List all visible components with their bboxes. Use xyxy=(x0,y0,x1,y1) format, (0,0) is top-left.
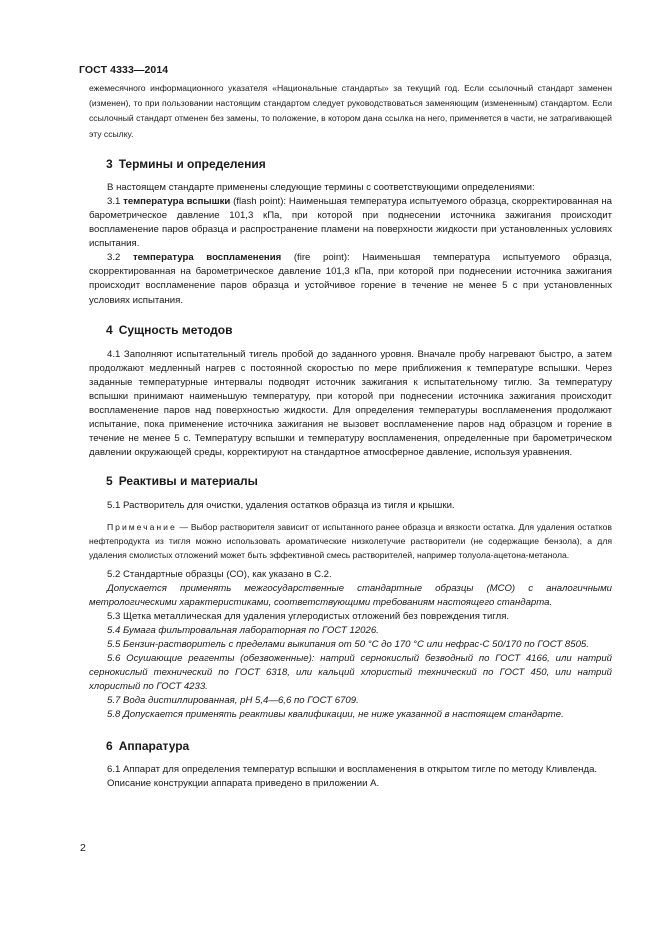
paragraph-5-2: 5.2 Стандартные образцы (СО), как указано в С.2. xyxy=(107,568,332,580)
section-6-title: Аппаратура xyxy=(118,738,190,753)
term-3-2-term: температура воспламенения xyxy=(132,252,282,264)
page-number: 2 xyxy=(80,842,86,854)
section-3-number: 3 xyxy=(106,156,113,171)
section-3-heading xyxy=(89,157,612,172)
section-5-title: Реактивы и материалы xyxy=(118,474,258,489)
paragraph-5-8: 5.8 Допускается применять реактивы квалификации, не ниже указанной в настоящем стандарте. xyxy=(107,709,564,721)
paragraph-5-7: 5.7 Вода дистиллированная, pH 5,4—6,6 по ГОСТ 6709. xyxy=(107,695,359,707)
section-3-title: Термины и определения xyxy=(118,156,266,171)
paragraph-5-4: 5.4 Бумага фильтровальная лабораторная по ГОСТ 12026. xyxy=(107,624,379,636)
intro-paragraph: ежемесячного информационного указателя «Национальные стандарты» за текущий год. Если ссылочный стандарт заменен (изменен), то при пользовании настоящим стандартом следует руководствоваться заменяющим (измененным) стандартом. Если ссылочный стандарт отменен без замены, то положение, в котором дана ссылка на него, применяется в части, не затрагивающей эту ссылку. xyxy=(89,83,612,139)
paragraph-5-2-italic: Допускается применять межгосударственные стандартные образцы (МСО) с аналогичными метрологическими характеристиками, соответствующими требованиям настоящего стандарта. xyxy=(89,582,612,608)
term-3-1-definition: (flash point): Наименьшая температура испытуемого образца, скорректированная на барометрическое давление 101,3 кПа, при которой при поднесении источника зажигания происходит воспламенение паров образца и распространение пламени на поверхности жидкости при установленных условиях испытания. xyxy=(89,195,612,250)
term-3-1 xyxy=(89,195,612,251)
section-6-heading xyxy=(89,739,612,754)
section-4-number: 4 xyxy=(106,322,113,337)
paragraph-5-5: 5.5 Бензин-растворитель с пределами выкипания от 50 °С до 170 °С или нефрас-С 50/170 по ГОСТ 8505. xyxy=(107,638,589,650)
term-3-1-number: 3.1 xyxy=(107,195,121,207)
section-3-intro: В настоящем стандарте применены следующие термины с соответствующими определениями: xyxy=(107,181,535,193)
section-5-heading xyxy=(89,474,612,489)
paragraph-5-3: 5.3 Щетка металлическая для удаления углеродистых отложений без повреждения тигля. xyxy=(107,610,510,622)
section-5-number: 5 xyxy=(106,474,113,489)
term-3-2-number: 3.2 xyxy=(107,252,121,264)
paragraph-5-1: 5.1 Растворитель для очистки, удаления остатков образца из тигля и крышки. xyxy=(107,500,455,512)
term-3-2 xyxy=(89,251,612,307)
note-label: Примечание xyxy=(107,521,177,532)
section-4-title: Сущность методов xyxy=(118,322,233,337)
term-3-1-term: температура вспышки xyxy=(123,195,231,207)
paragraph-6-1: 6.1 Аппарат для определения температур вспышки и воспламенения в открытом тигле по методу Кливленда. xyxy=(107,763,598,775)
note xyxy=(89,520,612,562)
paragraph-6-2: Описание конструкции аппарата приведено в приложении А. xyxy=(107,777,380,789)
standard-header: ГОСТ 4333—2014 xyxy=(79,64,169,76)
note-text: — Выбор растворителя зависит от испытанного ранее образца и вязкости остатка. Для удаления остатков нефтепродукта из тигля можно использовать ароматические низколетучие растворители (не содержащие бензола), а для удаления смолистых отложений может быть эффективной смесь растворителей, например толуола-ацетона-метанола. xyxy=(89,521,612,560)
page-content xyxy=(89,81,612,791)
section-6-number: 6 xyxy=(106,738,113,753)
term-3-2-definition: (fire point): Наименьшая температура испытуемого образца, скорректированная на барометрическое давление 101,3 кПа, при которой при поднесении источника зажигания происходит воспламенение паров образца и устойчивое горение в течение не менее 5 с при установленных условиях испытания. xyxy=(89,252,612,306)
paragraph-5-6: 5.6 Осушающие реагенты (обезвоженные): натрий сернокислый безводный по ГОСТ 4166, или натрий сернокислый технический по ГОСТ 6318, или кальций хлористый технический по ГОСТ 450, или натрий хлористый по ГОСТ 4233. xyxy=(89,653,612,693)
paragraph-4-1: 4.1 Заполняют испытательный тигель пробой до заданного уровня. Вначале пробу нагревают быстро, а затем продолжают медленный нагрев с постоянной скоростью по мере приближения к температуре вспышки. Через заданные температурные интервалы подводят источник зажигания к испытательному тиглю. За температуру вспышки принимают наименьшую температуру, при которой при поднесении источника зажигания происходит воспламенение паров над поверхностью жидкости. Для определения температуры воспламенения продолжают испытание, пока применение источника зажигания не вызовет воспламенение паров над образцом и горение в течение не менее 5 с. Температуру вспышки и температуру воспламенения, определенные при барометрическом давлении окружающей среды, корректируют на стандартное атмосферное давление, используя уравнения. xyxy=(89,348,612,459)
section-4-heading xyxy=(89,323,612,338)
